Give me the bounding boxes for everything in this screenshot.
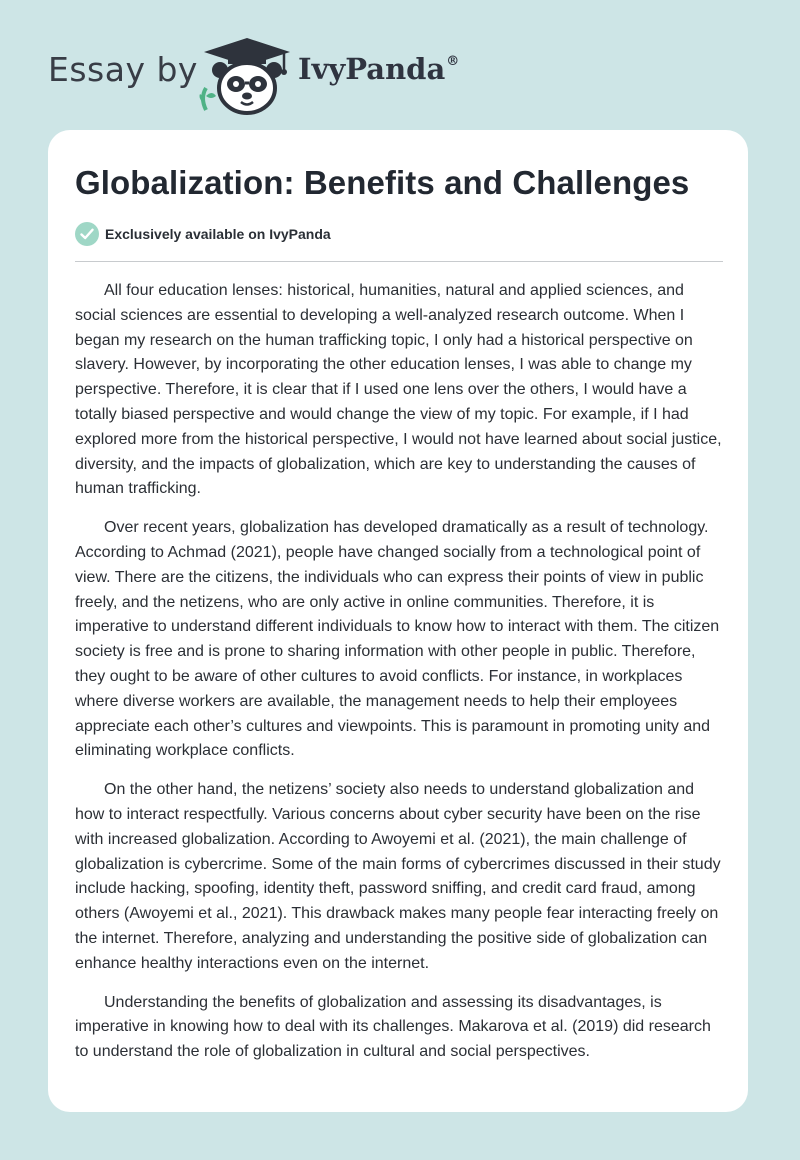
panda-mascot-icon: [198, 36, 296, 116]
trademark-symbol: ®: [446, 54, 460, 69]
brand-name-text: IvyPanda: [298, 52, 446, 86]
title-divider: [75, 261, 723, 262]
essay-paragraph: Over recent years, globalization has developed dramatically as a result of technology. According to Achmad (2021), people have changed socially from a technological point of view. There are the citizens, the individuals who can express their points of view in public freely, and the netizens, who are only active in online communities. Therefore, it is imperative to understand different individuals to know how to interact with them. The citizen society is free and is prone to sharing information with other people in public. Therefore, they ought to be aware of other cultures to avoid conflicts. For instance, in workplaces where diverse workers are available, the management needs to help their employees appreciate each other’s cultures and viewpoints. This is paramount in promoting unity and eliminating workplace conflicts.: [75, 519, 720, 760]
exclusive-badge: [75, 222, 331, 246]
site-header: [48, 30, 508, 120]
essay-paragraph: On the other hand, the netizens’ society also needs to understand globalization and how to interact respectfully. Various concerns about cyber security have been on the rise with increased globalization. According to Awoyemi et al. (2021), the main challenge of globalization is cybercrime. Some of the main forms of cybercrimes discussed in their study include hacking, spoofing, identity theft, password sniffing, and credit card fraud, among others (Awoyemi et al., 2021). This drawback makes many people fear interacting freely on the internet. Therefore, analyzing and understanding the positive side of globalization can enhance healthy interactions even on the internet.: [75, 781, 721, 972]
essay-body: [75, 279, 725, 1079]
essay-paragraph: All four education lenses: historical, humanities, natural and applied sciences, and social sciences are essential to developing a well-analyzed research outcome. When I began my research on the human trafficking topic, I only had a historical perspective on slavery. However, by incorporating the other education lenses, I was able to change my perspective. Therefore, it is clear that if I used one lens over the others, I would have a totally biased perspective and would change the view of my topic. For example, if I had explored more from the historical perspective, I would not have learned about social justice, diversity, and the impacts of globalization, which are key to understanding the causes of human trafficking.: [75, 282, 722, 498]
essay-card: [48, 130, 748, 1112]
checkmark-icon: [75, 222, 99, 246]
essay-paragraph: Understanding the benefits of globalization and assessing its disadvantages, is imperative in knowing how to deal with its challenges. Makarova et al. (2019) did research to understand the role of globalization in cultural and social perspectives.: [75, 993, 711, 1061]
exclusive-badge-label: Exclusively available on IvyPanda: [105, 226, 331, 242]
brand-name: [298, 52, 459, 86]
essay-by-label: Essay by: [48, 50, 198, 89]
essay-title: Globalization: Benefits and Challenges: [75, 164, 690, 201]
